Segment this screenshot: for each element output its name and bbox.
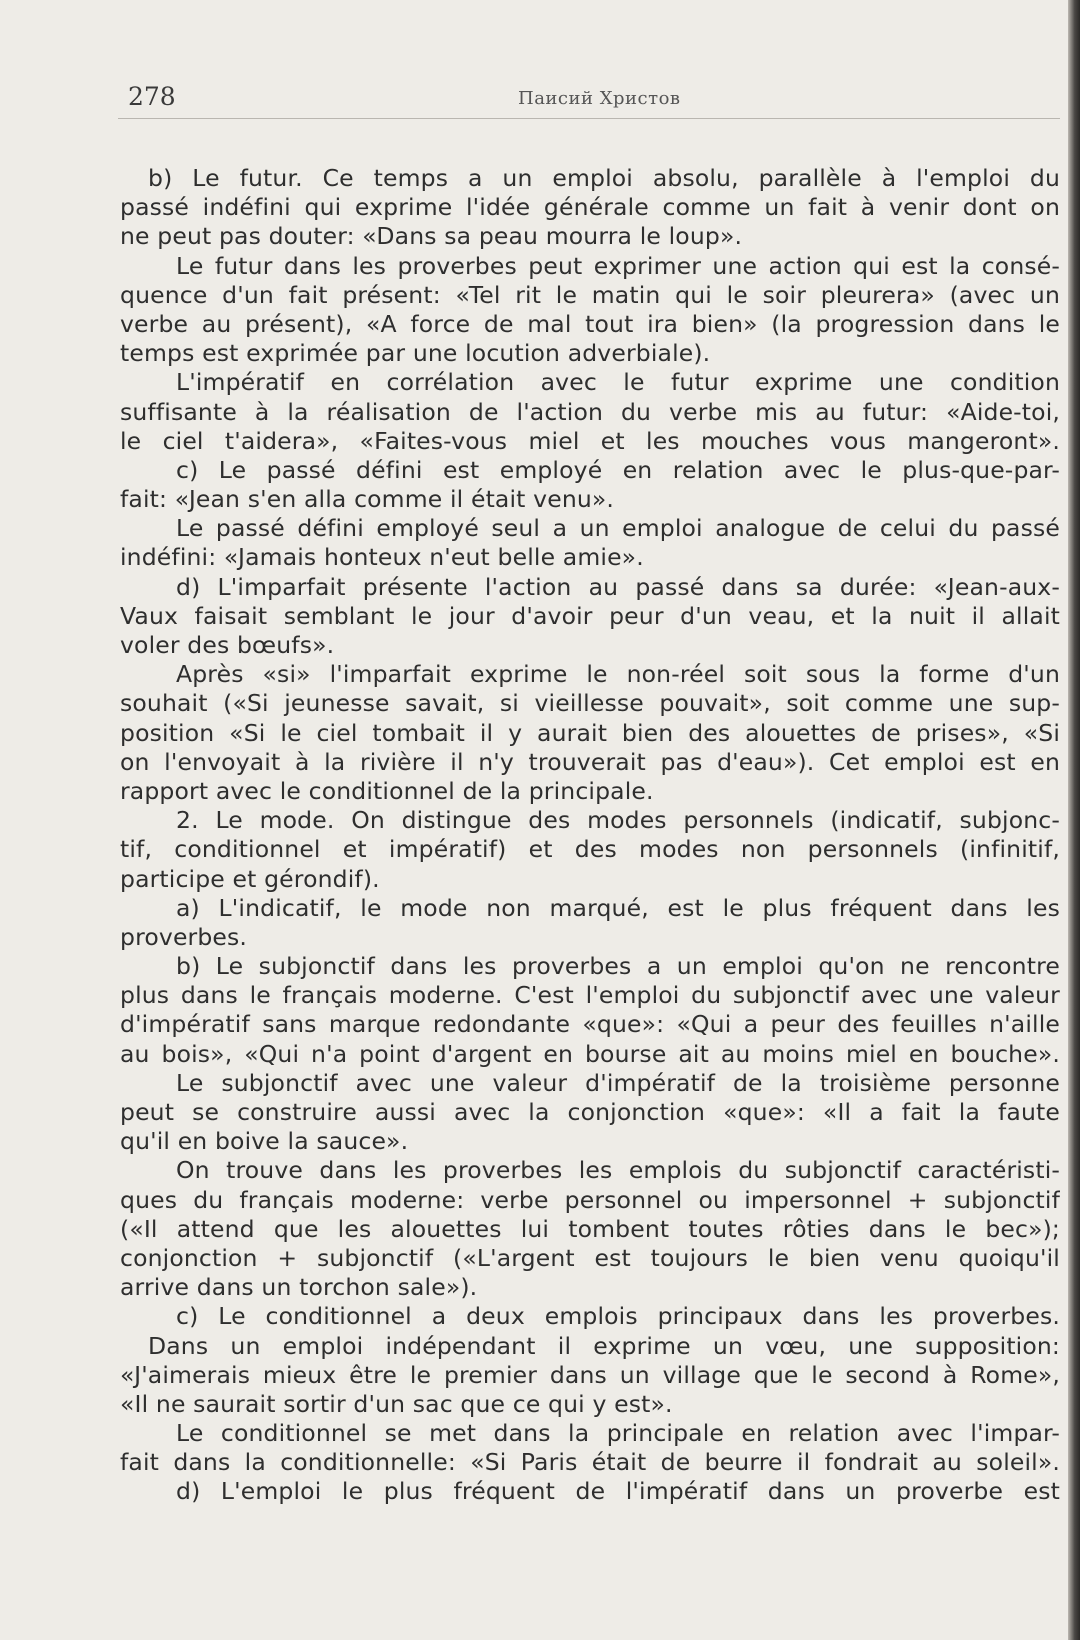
text-line: «J'aimerais mieux être le premier dans un village que le second à Rome», xyxy=(120,1360,1060,1389)
text-line: on l'envoyait à la rivière il n'y trouverait pas d'eau»). Cet emploi est en xyxy=(120,747,1060,776)
text-line: Après «si» l'imparfait exprime le non-réel soit sous la forme d'un xyxy=(176,660,1060,689)
text-line: «Il ne saurait sortir d'un sac que ce qui y est». xyxy=(120,1389,673,1418)
text-line: Le subjonctif avec une valeur d'impératif de la troisième personne xyxy=(176,1068,1060,1097)
text-line: d) L'emploi le plus fréquent de l'impératif dans un proverbe est xyxy=(176,1477,1060,1506)
text-line: verbe au présent), «A force de mal tout ira bien» (la progression dans le xyxy=(120,309,1060,338)
text-line: participe et gérondif). xyxy=(120,864,380,893)
text-line: Dans un emploi indépendant il exprime un vœu, une supposition: xyxy=(148,1331,1060,1360)
text-line: souhait («Si jeunesse savait, si vieillesse pouvait», soit comme une sup- xyxy=(120,689,1060,718)
text-line: c) Le passé défini est employé en relation avec le plus-que-par- xyxy=(176,455,1060,484)
text-line: L'impératif en corrélation avec le futur exprime une condition xyxy=(176,368,1060,397)
text-line: suffisante à la réalisation de l'action du verbe mis au futur: «Aide-toi, xyxy=(120,397,1060,426)
text-line: fait dans la conditionnelle: «Si Paris était de beurre il fondrait au soleil». xyxy=(120,1448,1060,1477)
text-line: b) Le subjonctif dans les proverbes a un emploi qu'on ne rencontre xyxy=(176,952,1060,981)
text-line: passé indéfini qui exprime l'idée générale comme un fait à venir dont on xyxy=(120,193,1060,222)
page-edge-shadow xyxy=(1068,0,1080,1640)
text-line: Le passé défini employé seul a un emploi analogue de celui du passé xyxy=(176,514,1060,543)
text-line: d) L'imparfait présente l'action au passé dans sa durée: «Jean-aux- xyxy=(176,572,1060,601)
page-number: 278 xyxy=(128,82,176,111)
text-line: Vaux faisait semblant le jour d'avoir peur d'un veau, et la nuit il allait xyxy=(120,601,1060,630)
page-header xyxy=(118,78,1060,119)
text-line: position «Si le ciel tombait il y aurait bien des alouettes de prises», «Si xyxy=(120,718,1060,747)
text-line: tif, conditionnel et impératif) et des modes non personnels (infinitif, xyxy=(120,835,1060,864)
body-text xyxy=(120,164,1060,1507)
text-line: a) L'indicatif, le mode non marqué, est le plus fréquent dans les xyxy=(176,893,1060,922)
text-line: ques du français moderne: verbe personnel ou impersonnel + subjonctif xyxy=(120,1185,1060,1214)
text-line: («Il attend que les alouettes lui tombent toutes rôties dans le bec»); xyxy=(120,1214,1060,1243)
text-line: Le conditionnel se met dans la principale en relation avec l'impar- xyxy=(176,1419,1060,1448)
text-line: quence d'un fait présent: «Tel rit le matin qui le soir pleurera» (avec un xyxy=(120,280,1060,309)
text-line: conjonction + subjonctif («L'argent est toujours le bien venu quoiqu'il xyxy=(120,1243,1060,1272)
text-line: rapport avec le conditionnel de la principale. xyxy=(120,776,654,805)
text-line: Le futur dans les proverbes peut exprimer une action qui est la consé- xyxy=(176,251,1060,280)
text-line: au bois», «Qui n'a point d'argent en bourse ait au moins miel en bouche». xyxy=(120,1039,1060,1068)
text-line: ne peut pas douter: «Dans sa peau mourra le loup». xyxy=(120,222,743,251)
text-line: voler des bœufs». xyxy=(120,631,335,659)
text-line: d'impératif sans marque redondante «que»: «Qui a peur des feuilles n'aille xyxy=(120,1010,1060,1039)
text-line: b) Le futur. Ce temps a un emploi absolu, parallèle à l'emploi du xyxy=(148,164,1060,192)
text-line: plus dans le français moderne. C'est l'emploi du subjonctif avec une valeur xyxy=(120,981,1060,1010)
text-line: peut se construire aussi avec la conjonction «que»: «Il a fait la faute xyxy=(120,1098,1060,1126)
text-line: indéfini: «Jamais honteux n'eut belle amie». xyxy=(120,543,644,572)
text-line: fait: «Jean s'en alla comme il était venu». xyxy=(120,485,615,514)
text-line: qu'il en boive la sauce». xyxy=(120,1127,409,1156)
text-line: temps est exprimée par une locution adverbiale). xyxy=(120,339,711,368)
text-line: proverbes. xyxy=(120,922,248,951)
running-head: Паисий Христов xyxy=(518,88,681,109)
text-line: le ciel t'aidera», «Faites-vous miel et les mouches vous mangeront». xyxy=(120,426,1060,455)
text-line: On trouve dans les proverbes les emplois du subjonctif caractéristi- xyxy=(176,1156,1060,1185)
text-line: arrive dans un torchon sale»). xyxy=(120,1273,478,1302)
text-line: c) Le conditionnel a deux emplois principaux dans les proverbes. xyxy=(176,1302,1060,1331)
text-line: 2. Le mode. On distingue des modes personnels (indicatif, subjonc- xyxy=(176,806,1060,835)
